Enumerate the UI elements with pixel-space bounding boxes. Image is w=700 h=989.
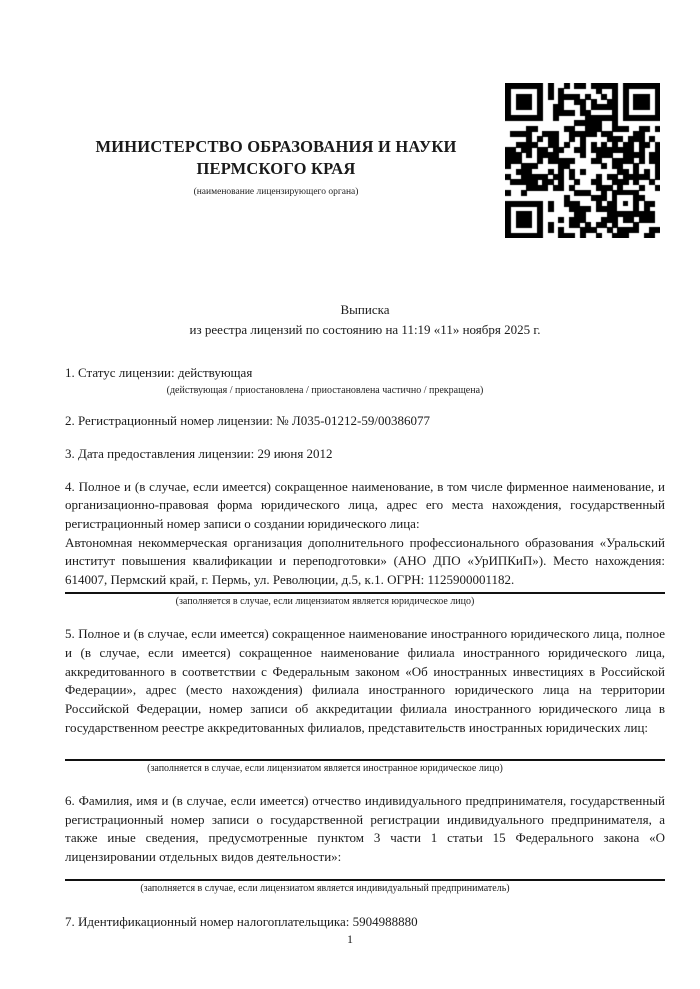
ministry-caption: (наименование лицензирующего органа) (193, 186, 359, 197)
section-license-status (65, 364, 665, 398)
legal-entity-caption: (заполняется в случае, если лицензиатом является юридическое лицо) (175, 595, 475, 607)
page-number: 1 (347, 932, 353, 946)
section-taxpayer-number (65, 913, 665, 932)
fill-in-rule (65, 592, 665, 594)
legal-entity-value: Автономная некоммерческая организация дополнительного профессионального образования «Уральский институт повышения квалификации и переподготовки» (АНО ДПО «УрИПКиП»). Место нахождения: 614007, Пермский край, г. Пермь, ул. Революции, д.5, к.1. ОГРН: 1125900001182. (65, 534, 665, 588)
section-registration-number (65, 412, 665, 431)
fill-in-rule (65, 759, 665, 761)
individual-entrepreneur-label: 6. Фамилия, имя и (в случае, если имеется) отчество индивидуального предпринимателя, государственный регистрационный номер записи о государственной регистрации индивидуального предпринимателя, а также иные сведения, предусмотренные пунктом 3 части 1 статьи 15 Федерального закона «О лицензировании отдельных видов деятельности»: (65, 792, 665, 865)
document-title-line1: Выписка (340, 302, 390, 317)
document-title (65, 300, 665, 340)
section-foreign-entity (65, 625, 665, 776)
license-date-text: 3. Дата предоставления лицензии: 29 июня 2012 (65, 445, 333, 461)
individual-entrepreneur-caption: (заполняется в случае, если лицензиатом является индивидуальный предприниматель) (140, 882, 510, 894)
license-status-text: 1. Статус лицензии: действующая (65, 365, 253, 380)
document-title-line2: из реестра лицензий по состоянию на 11:19 «11» ноября 2025 г. (189, 322, 541, 338)
qr-code-image (505, 83, 660, 238)
section-license-date (65, 445, 665, 464)
ministry-name-line2: ПЕРМСКОГО КРАЯ (196, 158, 356, 178)
foreign-entity-label: 5. Полное и (в случае, если имеется) сокращенное наименование иностранного юридического лица, полное и (в случае, если имеется) сокращенное наименование филиала иностранного юридического лица, аккредитованного в соответствии с Федеральным законом «Об иностранных инвестициях в Российской Федерации», адрес (место нахождения) филиала иностранного юридического лица на территории Российской Федерации, номер записи об аккредитации филиала иностранного юридического лица в государственном реестре аккредитованных филиалов, представительств иностранных юридических лиц: (65, 626, 665, 735)
taxpayer-number-text: 7. Идентификационный номер налогоплательщика: 5904988880 (65, 914, 418, 930)
individual-entrepreneur-value (65, 867, 665, 877)
foreign-entity-caption: (заполняется в случае, если лицензиатом является иностранное юридическое лицо) (147, 762, 503, 774)
section-legal-entity (65, 478, 665, 610)
registration-number-text: 2. Регистрационный номер лицензии: № Л035-01212-59/00386077 (65, 413, 431, 429)
foreign-entity-value (65, 738, 665, 757)
license-status-caption: (действующая / приостановлена / приостановлена частично / прекращена) (166, 384, 484, 396)
section-individual-entrepreneur (65, 792, 665, 896)
fill-in-rule (65, 879, 665, 881)
licensing-authority-header (65, 136, 487, 197)
legal-entity-label: 4. Полное и (в случае, если имеется) сокращенное наименование, в том числе фирменное наименование, и организационно-правовая форма юридического лица, адрес его места нахождения, государственный регистрационный номер записи о создании юридического лица: (65, 478, 665, 531)
document-body (65, 364, 665, 932)
ministry-name-line1: МИНИСТЕРСТВО ОБРАЗОВАНИЯ И НАУКИ (95, 137, 457, 156)
